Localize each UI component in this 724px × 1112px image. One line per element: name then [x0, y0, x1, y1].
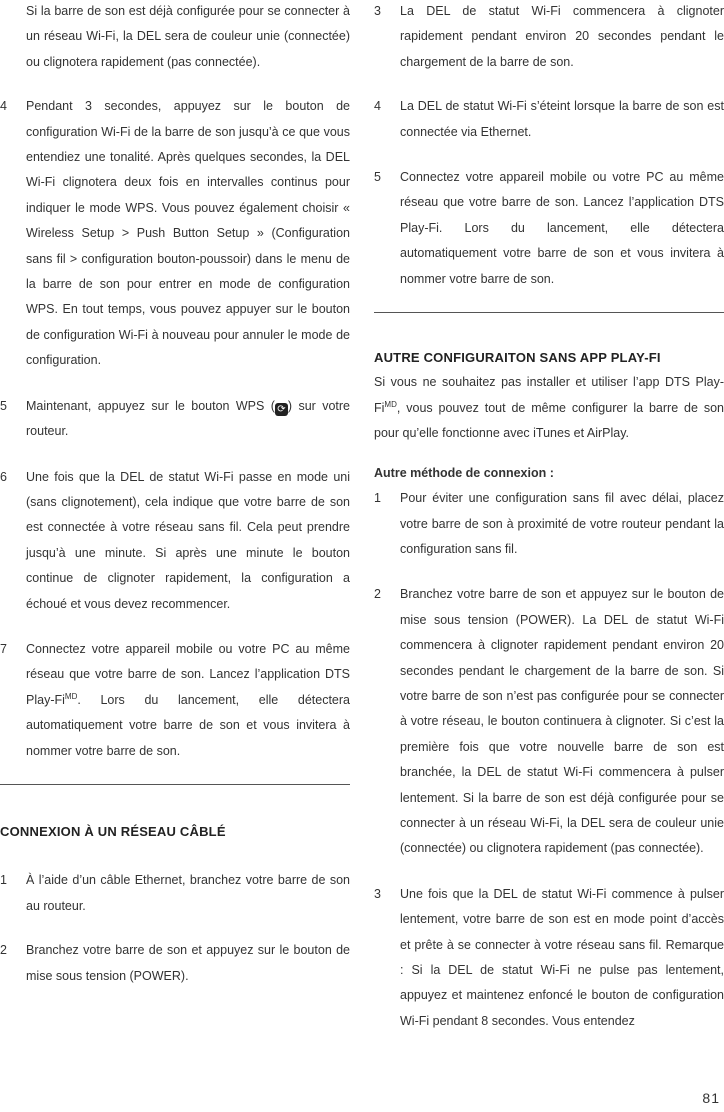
section-divider: [374, 312, 724, 313]
body-paragraph: Si vous ne souhaitez pas installer et utiliser l’app DTS Play-$Fi^{MD}$, vous pouvez tout de même configurer la barre de son pour qu’elle fonctionne avec iTunes et AirPlay.: [374, 375, 724, 441]
list-item: 5 Connectez votre appareil mobile ou votre PC au même réseau que votre barre de son. Lancez l’application DTS Play-Fi. Lors du lancement, elle détectera automatiquement votre barre de son et vous invitera à nommer votre barre de son.: [374, 170, 724, 286]
section-divider: [0, 784, 350, 785]
section-heading: CONNEXION À UN RÉSEAU CÂBLÉ: [0, 823, 226, 839]
list-item: 3 La DEL de statut Wi-Fi commencera à clignoter rapidement pendant environ 20 secondes pendant le chargement de la barre de son.: [374, 4, 724, 69]
wps-icon: ⟳: [275, 403, 288, 416]
subheading: Autre méthode de connexion :: [374, 465, 554, 480]
list-item: 3 Une fois que la DEL de statut Wi-Fi commence à pulser lentement, votre barre de son est en mode point d’accès et prête à se connecter à votre réseau sans fil. Remarque : Si la DEL de statut Wi-Fi ne pulse pas lentement, appuyez et maintenez enfoncé le bouton de configuration Wi-Fi pendant 8 secondes. Vous entendez: [374, 886, 724, 1028]
list-item: 7 Connectez votre appareil mobile ou votre PC au même réseau que votre barre de son. Lancez l’application DTS Play-$Fi^{MD}$. Lors du lancement, elle détectera automatiquement votre barre de son et vous invitera à nommer votre barre de son.: [0, 641, 350, 758]
list-item: 2 Branchez votre barre de son et appuyez sur le bouton de mise sous tension (POWER).: [0, 943, 350, 983]
right-column: [374, 0, 724, 1034]
intro-paragraph: Si la barre de son est déjà configurée pour se connecter à un réseau Wi-Fi, la DEL sera de couleur unie (connectée) ou clignotera rapidement (pas connectée).: [26, 4, 350, 69]
list-item: 2 Branchez votre barre de son et appuyez sur le bouton de mise sous tension (POWER). La DEL de statut Wi-Fi commencera à clignoter rapidement pendant environ 20 secondes pendant le chargement de la barre de son. Si votre barre de son n’est pas configurée pour se connecter à votre réseau, le bouton continuera à clignoter. Si c’est la première fois que votre nouvelle barre de son est branchée, la DEL de statut Wi-Fi commencera à pulser lentement. Si la barre de son est déjà configurée pour se connecter à un réseau Wi-Fi, la DEL sera de couleur unie (connectée) ou clignotera rapidement (pas connectée).: [374, 587, 724, 856]
page-number: 81: [702, 1090, 720, 1106]
list-item: 5 Maintenant, appuyez sur le bouton WPS ( ⟳ ) sur votre routeur.: [0, 398, 350, 439]
left-column: [0, 0, 350, 989]
list-item: 4 La DEL de statut Wi-Fi s’éteint lorsque la barre de son est connectée via Ethernet.: [374, 99, 724, 139]
section-heading: AUTRE CONFIGURAITON SANS APP PLAY-FI: [374, 350, 661, 366]
list-item: 1 Pour éviter une configuration sans fil avec délai, placez votre barre de son à proximité de votre routeur pendant la configuration sans fil.: [374, 491, 724, 556]
list-item: 4 Pendant 3 secondes, appuyez sur le bouton de configuration Wi-Fi de la barre de son jusqu’à ce que vous entendiez une tonalité. Après quelques secondes, la DEL Wi-Fi clignotera deux fois en intervalles continus pour indiquer le mode WPS. Vous pouvez également choisir « Wireless Setup > Push Button Setup » (Configuration sans fil > configuration bouton-poussoir) dans le menu de la barre de son pour entrer en mode de configuration WPS. En tout temps, vous pouvez appuyer sur le bouton de configuration Wi-Fi à nouveau pour annuler le mode de configuration.: [0, 99, 350, 368]
list-item: 1 À l’aide d’un câble Ethernet, branchez votre barre de son au routeur.: [0, 873, 350, 913]
list-item: 6 Une fois que la DEL de statut Wi-Fi passe en mode uni (sans clignotement), cela indique que votre barre de son est connectée à votre réseau sans fil. Cela peut prendre jusqu’à une minute. Si après une minute le bouton continue de clignoter rapidement, la configuration a échoué et vous devez recommencer.: [0, 469, 350, 611]
